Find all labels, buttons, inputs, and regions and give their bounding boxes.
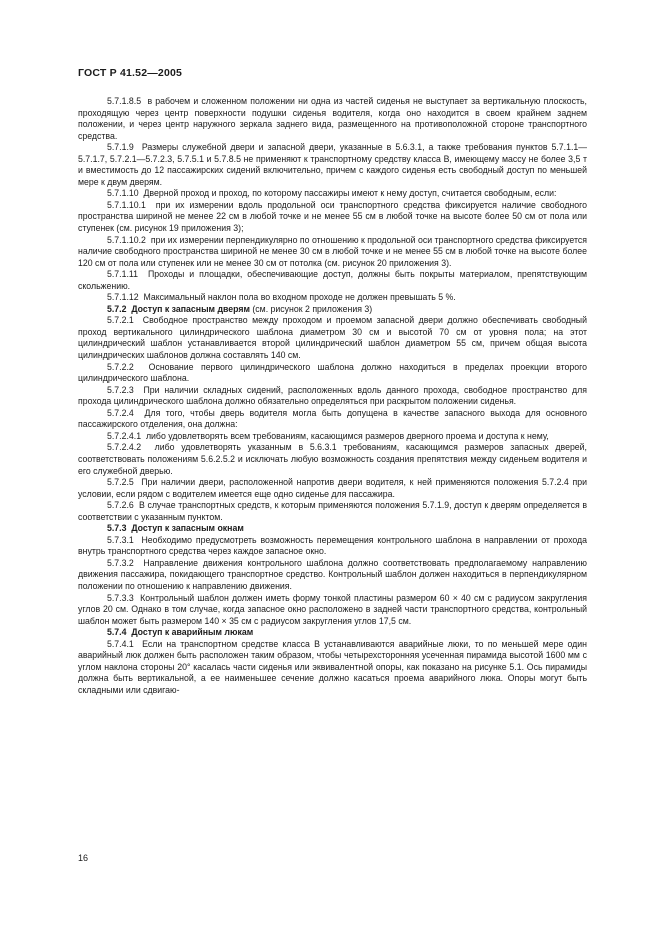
clause-number: 5.7.1.10: [107, 188, 139, 199]
clause-number: 5.7.2.2: [107, 361, 134, 372]
clause-number: 5.7.1.12: [107, 292, 139, 303]
clause-number: 5.7.2.3: [107, 384, 134, 395]
clause-text: Проходы и площадки, обеспечивающие доступ, должны быть покрыты материалом, препятствующим скольжению.: [78, 269, 587, 291]
clause-text: при их измерении вдоль продольной оси транспортного средства фиксируется наличие свободного пространства шириной не менее 22 см в любой точке и не менее 55 см в любой точке на высоте более 50 см от пола или ступенек (см. рисунок 19 приложения 3);: [78, 199, 587, 234]
paragraph: [78, 292, 587, 304]
section-title: Доступ к запасным дверям: [131, 303, 250, 314]
clause-number: 5.7.3.3: [107, 592, 134, 603]
section-title: Доступ к аварийным люкам: [131, 627, 254, 638]
paragraph: [78, 431, 587, 443]
clause-number: 5.7.1.11: [107, 269, 138, 280]
clause-number: 5.7.1.10.2: [107, 234, 146, 245]
paragraph: [78, 200, 587, 235]
clause-number: 5.7.2.6: [107, 500, 134, 511]
clause-number: 5.7.1.9: [107, 142, 134, 153]
clause-number: 5.7.2.4: [107, 407, 134, 418]
paragraph: [78, 362, 587, 385]
section-heading: [78, 523, 587, 535]
page-number: 16: [78, 853, 89, 863]
clause-number: 5.7.2.4.2: [107, 442, 142, 453]
clause-number: 5.7.2.1: [107, 315, 134, 326]
clause-text: При наличии складных сидений, расположенных вдоль данного прохода, свободное пространство для прохода цилиндрического шаблона должно обязательно определяться при раскрытом положении сиденья.: [78, 384, 587, 407]
clause-number: 5.7.1.10.1: [107, 199, 146, 210]
clause-text: Необходимо предусмотреть возможность перемещения контрольного шаблона в направлении от прохода внутрь транспортного средства через каждое запасное окно.: [78, 534, 587, 557]
section-title: Доступ к запасным окнам: [131, 523, 244, 534]
paragraph: [78, 269, 587, 292]
clause-text: Максимальный наклон пола во входном проходе не должен превышать 5 %.: [143, 292, 456, 303]
paragraph: [78, 408, 587, 431]
paragraph: [78, 188, 587, 200]
clause-text: Если на транспортном средстве класса В устанавливаются аварийные люки, то по меньшей мере один аварийный люк должен быть расположен таким образом, чтобы четырехсторонняя усеченная пирамида высотой 1600 мм с углом наклона стороны 20° касалась части сиденья или эквивалентной опоры, как показано на рисунке 5.1. Ось пирамиды должна быть вертикальной, а ее наименьшее сечение должно касаться проема аварийного люка. Опоры могут быть складными или сдвигаю-: [78, 638, 587, 695]
paragraph: [78, 477, 587, 500]
section-number: 5.7.2: [107, 303, 127, 314]
clause-text: При наличии двери, расположенной напротив двери водителя, к ней применяются положения 5.7.2.4 при условии, если рядом с водителем имеется еще одно сиденье для пассажира.: [78, 477, 587, 499]
paragraph: [78, 535, 587, 558]
paragraph: [78, 639, 587, 697]
paragraph: [78, 96, 587, 142]
clause-text: в рабочем и сложенном положении ни одна из частей сиденья не выступает за вертикальную плоскость, проходящую через центр поверхности подушки сиденья водителя, когда оно находится в своем крайнем заднем положении, и через центр наружного зеркала заднего вида, размещенного на противоположной стороне транспортного средства.: [78, 96, 587, 141]
clause-number: 5.7.1.8.5: [107, 96, 142, 106]
paragraph: [78, 315, 587, 361]
document-body: [78, 96, 587, 696]
clause-text: Свободное пространство между проходом и проемом запасной двери должно обеспечивать свободный проход вертикального цилиндрического шаблона диаметром 30 см и высотой 70 см от уровня пола; на этот цилиндрический шаблон устанавливается второй цилиндрический шаблон диаметром 55 см, причем общая высота цилиндрических шаблонов должна составлять 140 см.: [78, 315, 587, 361]
paragraph: [78, 500, 587, 523]
document-header: ГОСТ Р 41.52—2005: [78, 67, 183, 79]
clause-number: 5.7.3.2: [107, 557, 134, 568]
clause-text: Основание первого цилиндрического шаблона должно находиться в пределах проекции второго цилиндрического шаблона.: [78, 361, 587, 384]
section-note: (см. рисунок 2 приложения 3): [252, 303, 373, 314]
clause-number: 5.7.2.5: [107, 477, 134, 488]
clause-text: при их измерении перпендикулярно по отношению к продольной оси транспортного средства фиксируется наличие свободного пространства шириной не менее 30 см в любой точке и не менее 55 см в любой точке на высоте более 120 см от пола или ступенек или не менее 30 см от потолка (см. рисунок 20 приложения 3).: [78, 234, 587, 268]
paragraph: [78, 442, 587, 477]
clause-number: 5.7.2.4.1: [107, 430, 142, 441]
paragraph: [78, 558, 587, 593]
paragraph: [78, 593, 587, 628]
clause-text: Для того, чтобы дверь водителя могла быть допущена в качестве запасного выхода для основного пассажирского отделения, она должна:: [78, 407, 587, 430]
clause-text: Размеры служебной двери и запасной двери, указанные в 5.6.3.1, а также требования пунктов 5.7.1.1—5.7.1.7, 5.7.2.1—5.7.2.3, 5.7.5.1 и 5.7.8.5 не применяют к транспортному средству класса В, имеющему массу не более 3,5 т и вместимость до 12 пассажирских сидений включительно, причем с каждого сиденья есть свободный доступ по меньшей мере к двум дверям.: [78, 142, 587, 187]
clause-number: 5.7.3.1: [107, 534, 134, 545]
paragraph: [78, 235, 587, 270]
clause-text: либо удовлетворять всем требованиям, касающимся размеров дверного проема и доступа к нему,: [145, 430, 549, 441]
section-heading: [78, 627, 587, 639]
clause-text: В случае транспортных средств, к которым применяются положения 5.7.1.9, доступ к дверям определяется в соответствии с указанным пунктом.: [78, 500, 587, 522]
clause-text: Дверной проход и проход, по которому пассажиры имеют к нему доступ, считается свободным, если:: [143, 188, 557, 199]
section-heading: [78, 304, 587, 316]
paragraph: [78, 142, 587, 188]
paragraph: [78, 385, 587, 408]
clause-text: Направление движения контрольного шаблона должно соответствовать предполагаемому направлению движения пассажира, покидающего транспортное средство. Контрольный шаблон должен находиться в перпендикулярном положении по отношению к направлению движения.: [78, 557, 587, 591]
clause-number: 5.7.4.1: [107, 638, 134, 649]
clause-text: либо удовлетворять указанным в 5.6.3.1 требованиям, касающимся размеров запасных дверей, соответствовать положениям 5.6.2.5.2 и исключать любую возможность создания препятствия между сиденьем водителя и его служебной дверью.: [78, 442, 587, 476]
section-number: 5.7.4: [107, 627, 127, 638]
section-number: 5.7.3: [107, 523, 127, 534]
clause-text: Контрольный шаблон должен иметь форму тонкой пластины размером 60 × 40 см с радиусом закругления углов 20 см. Однако в том случае, когда запасное окно расположено в задней части транспортного средства, контрольный шаблон может быть размером 140 × 35 см с радиусом закругления углов 17,5 см.: [78, 592, 587, 626]
